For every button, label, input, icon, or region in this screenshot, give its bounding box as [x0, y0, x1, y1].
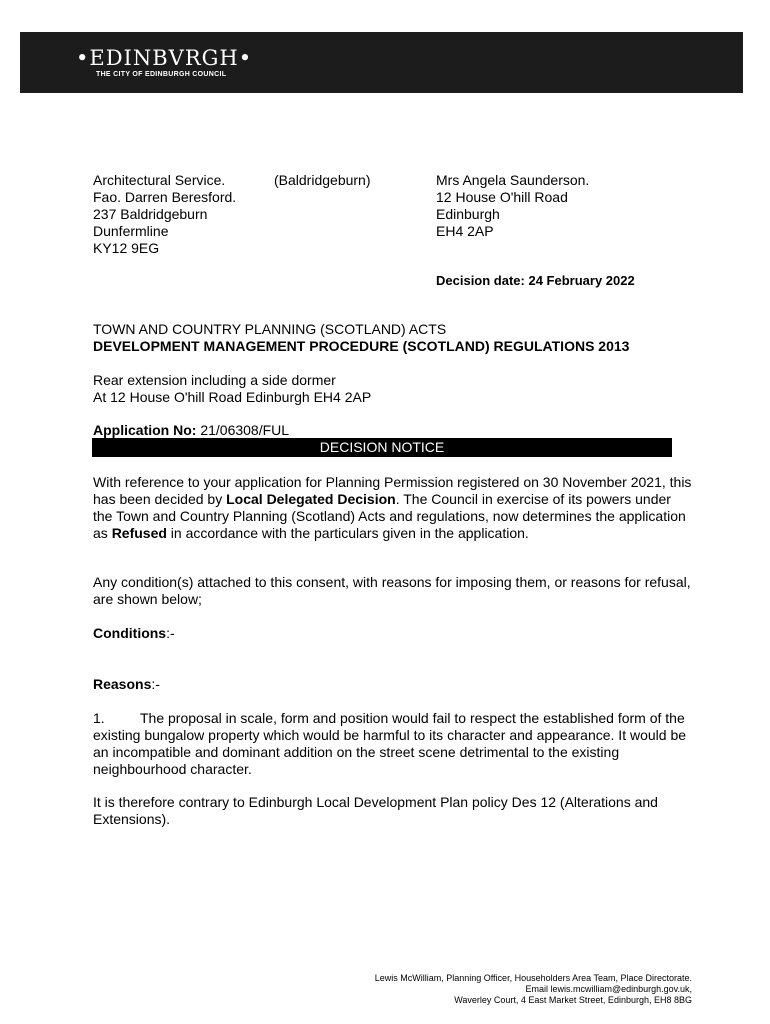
decision-outcome: Refused	[111, 525, 167, 541]
footer-address: Waverley Court, 4 East Market Street, Edinburgh, EH8 8BG	[454, 995, 692, 1005]
footer-officer: Lewis McWilliam, Planning Officer, Householders Area Team, Place Directorate.	[374, 973, 692, 983]
logo-tagline: THE CITY OF EDINBURGH COUNCIL	[96, 71, 227, 78]
application-number	[93, 422, 289, 439]
council-logo	[76, 46, 252, 79]
application-number-value: 21/06308/FUL	[196, 422, 290, 438]
policy-statement: It is therefore contrary to Edinburgh Local Development Plan policy Des 12 (Alterations and Extensions).	[93, 794, 658, 827]
applicant-address	[436, 172, 589, 240]
agent-reference: (Baldridgeburn)	[274, 172, 371, 188]
address-line: Mrs Angela Saunderson.	[436, 172, 590, 188]
address-line: Fao. Darren Beresford.	[93, 189, 237, 205]
conditions-heading: Conditions:-	[93, 625, 175, 641]
address-line: Dunfermline	[93, 223, 169, 239]
decision-date: Decision date: 24 February 2022	[436, 273, 635, 288]
logo-diamond-right-icon: •	[238, 46, 253, 70]
officer-contact-footer	[375, 973, 692, 1006]
application-label: Application No:	[93, 422, 197, 438]
address-line: 237 Baldridgeburn	[93, 206, 208, 222]
recipient-agent-address	[93, 172, 236, 257]
proposal-location: At 12 House O'hill Road Edinburgh EH4 2AP	[93, 389, 372, 405]
conditions-intro-paragraph: Any condition(s) attached to this consent, with reasons for imposing them, or reasons for refusal, are shown below;	[93, 574, 691, 607]
address-line: KY12 9EG	[93, 240, 160, 256]
logo-title: •EDINBVRGH•	[76, 46, 253, 70]
proposal-description: Rear extension including a side dormer	[93, 372, 336, 388]
header-banner	[20, 32, 743, 93]
regulations-title: DEVELOPMENT MANAGEMENT PROCEDURE (SCOTLAND) REGULATIONS 2013	[93, 338, 630, 354]
decision-paragraph: With reference to your application for Planning Permission registered on 30 November 2021, this has been decided by Local Delegated Decision. The Council in exercise of its powers under the Town and Country Planning (Scotland) Acts and regulations, now determines the application as Refused in accordance with the particulars given in the application.	[93, 474, 692, 541]
reason-1-number: 1.	[93, 710, 105, 726]
reason-1-text: The proposal in scale, form and position would fail to respect the established form of the existing bungalow property which would be harmful to its character and appearance. It would be an incompatible and dominant addition on the street scene detrimental to the existing neighbourhood character.	[93, 710, 687, 777]
address-line: 12 House O'hill Road	[436, 189, 568, 205]
acts-title: TOWN AND COUNTRY PLANNING (SCOTLAND) ACTS	[93, 321, 447, 337]
footer-email: Email lewis.mcwilliam@edinburgh.gov.uk,	[525, 984, 692, 994]
address-line: Architectural Service.	[93, 172, 226, 188]
decision-notice-bar: DECISION NOTICE	[92, 438, 672, 457]
address-line: EH4 2AP	[436, 223, 494, 239]
proposal	[93, 372, 371, 406]
logo-diamond-left-icon: •	[76, 46, 90, 70]
reasons-heading: Reasons:-	[93, 676, 160, 692]
decision-type: Local Delegated Decision	[226, 491, 396, 507]
reason-1	[93, 710, 693, 778]
address-line: Edinburgh	[436, 206, 500, 222]
